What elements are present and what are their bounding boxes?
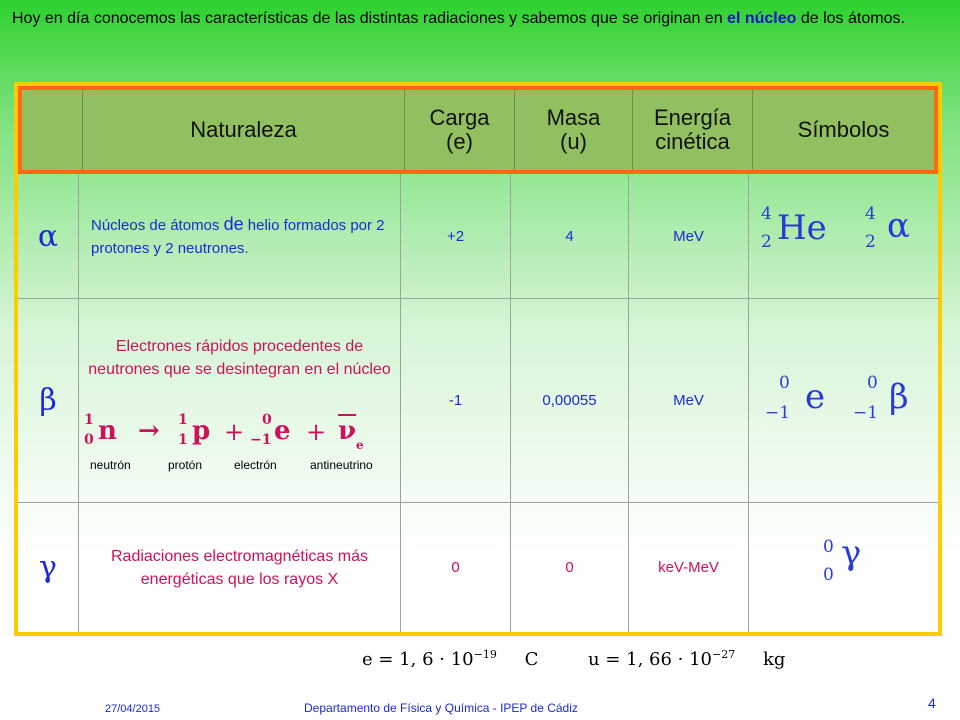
beta-simbolos [748,299,938,502]
eq-antineutrino-subscript: e [356,438,364,452]
alpha-nat-part2: helio formados por 2 protones y 2 neutrones. [91,216,385,257]
alpha-nat-de: de [223,213,244,234]
helium-mass-number: 4 [761,204,772,224]
alpha-carga: +2 [400,174,510,298]
eq-proton: p [192,416,211,446]
eq-label-proton: protón [168,458,203,472]
header-masa-line1: Masa [546,105,601,130]
intro-after: de los átomos. [796,10,905,27]
beta-mass-number: 0 [867,373,878,393]
header-energia [632,90,752,170]
intro-highlight: el núcleo [727,10,797,27]
alpha-masa: 4 [510,174,628,298]
intro-text [12,8,947,30]
eq-neutron: n [98,416,117,446]
header-energia-line2: cinética [655,129,730,154]
helium-atomic-number: 2 [761,232,772,252]
eq-label-neutron: neutrón [90,458,131,472]
u-constant-unit: kg [762,649,786,670]
header-carga-line1: Carga [429,105,490,130]
header-masa [514,90,632,170]
alpha-atomic-number: 2 [865,232,876,252]
table-row-alpha [18,174,938,298]
alpha-symbol: α [37,218,59,254]
beta-nat-text: Electrones rápidos procedentes de neutrones que se desintegran en el núcleo [88,338,391,378]
beta-energia: MeV [628,299,748,502]
gamma-photon-symbol: γ [841,533,862,573]
beta-particle-symbol: β [889,377,909,417]
alpha-particle-symbol: α [887,206,910,246]
eq-plus-2: + [306,418,327,446]
eq-electron-mass: 0 [262,412,272,428]
table-header [18,86,938,174]
gamma-charge-number: 0 [823,565,834,585]
eq-electron: e [274,416,291,446]
footer-department: Departamento de Física y Química - IPEP de Cádiz [304,701,578,715]
header-naturaleza: Naturaleza [82,90,404,170]
eq-arrow: → [138,416,160,446]
eq-plus-1: + [224,418,245,446]
beta-masa: 0,00055 [510,299,628,502]
gamma-masa: 0 [510,503,628,632]
e-constant-unit: C [524,649,539,670]
eq-proton-charge: 1 [178,432,188,448]
beta-charge-number: −1 [853,403,879,423]
footer-date: 27/04/2015 [105,703,161,715]
gamma-carga: 0 [400,503,510,632]
alpha-mass-number: 4 [865,204,876,224]
helium-symbol: He [777,208,827,248]
eq-label-electron: electrón [234,458,277,472]
table-row-beta [18,298,938,502]
header-simbolos: Símbolos [752,90,934,170]
header-masa-line2: (u) [560,129,587,154]
gamma-nuclide-symbol [749,503,939,633]
u-constant-exponent: −27 [712,648,736,661]
eq-antineutrino: $\overline{\nu}$ [338,416,357,446]
beta-symbol: β [39,383,57,418]
electron-mass-number: 0 [779,373,790,393]
footer-page-number: 4 [928,695,936,711]
e-constant-exponent: −19 [473,648,497,661]
gamma-naturaleza: Radiaciones electromagnéticas más energéticas que los rayos X [78,503,400,632]
atomic-mass-unit-constant [588,648,785,670]
alpha-simbolos [748,174,938,298]
alpha-nat-part1: Núcleos de átomos [91,216,224,234]
alpha-naturaleza [78,174,400,298]
gamma-energia: keV-MeV [628,503,748,632]
gamma-mass-number: 0 [823,537,834,557]
electron-charge-number: −1 [765,403,791,423]
eq-electron-charge: −1 [250,432,272,448]
e-constant-text: e = 1, 6 · 10 [362,649,474,670]
intro-before: Hoy en día conocemos las características de las distintas radiaciones y sabemos que se originan en [12,10,728,27]
radiation-table [14,82,942,636]
electron-charge-constant [362,648,538,670]
helium-nuclide-symbol [749,174,939,298]
gamma-symbol: γ [39,550,57,585]
table-row-gamma [18,502,938,632]
u-constant-text: u = 1, 66 · 10 [588,649,712,670]
beta-carga: -1 [400,299,510,502]
gamma-simbolos [748,503,938,632]
alpha-energia: MeV [628,174,748,298]
header-empty-cell [22,90,82,170]
electron-symbol: e [805,377,826,417]
header-energia-line1: Energía [653,105,732,130]
eq-neutron-mass: 1 [84,412,94,428]
eq-label-antineutrino: antineutrino [310,458,373,472]
eq-proton-mass: 1 [178,412,188,428]
eq-neutron-charge: 0 [84,432,94,448]
electron-nuclide-symbol [749,299,939,503]
header-carga-line2: (e) [446,129,473,154]
header-carga [404,90,514,170]
